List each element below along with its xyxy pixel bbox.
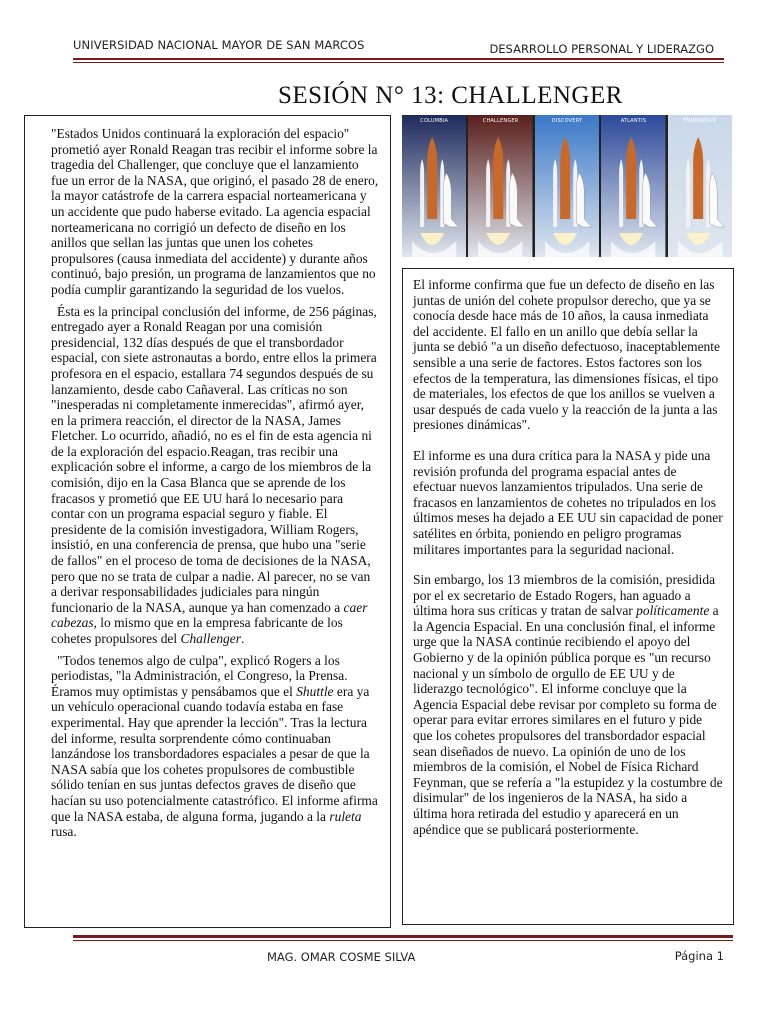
shuttle-panel-endeavour [668, 115, 732, 257]
left-paragraph-2 [51, 304, 379, 647]
shuttle-panel-challenger [468, 115, 532, 257]
right-paragraph-2: El informe es una dura crítica para la NASA y pide una revisión profunda del programa espacial antes de efectuar nuevos lanzamientos tripulados. Una serie de fracasos en lanzamientos de cohetes no tripulados en los últimos meses ha dejado a EE UU sin capacidad de poner satélites en órbita, poniendo en peligro programas militares importantes para la seguridad nacional. [413, 447, 723, 557]
shuttle-panel-columbia [402, 115, 466, 257]
left-paragraph-1: "Estados Unidos continuará la exploración del espacio" prometió ayer Ronald Reagan tras recibir el informe sobre la tragedia del Challenger, que concluye que el lanzamiento fue un error de la NASA, que originó, el pasado 28 de enero, la mayor catástrofe de la carrera espacial norteamericana y un accidente que pudo haberse evitado. La agencia espacial norteamericana no corrigió un defecto de diseño en los anillos que sellan las juntas que unen los cohetes propulsores (causa inmediata del accidente) y durante años continuó, bajo presión, un programa de lanzamientos que no podía cumplir garantizando la seguridad de los vuelos. [51, 126, 379, 297]
header-rule [73, 58, 724, 60]
shuttle-caption: ENDEAVOUR [683, 118, 717, 124]
shuttle-icon [535, 115, 599, 257]
left-p2-italic-2: Challenger [180, 631, 241, 646]
left-p3-italic-2: ruleta [329, 808, 362, 824]
shuttle-icon [402, 115, 466, 257]
page-title: SESIÓN N° 13: CHALLENGER [278, 82, 623, 109]
left-p2-italic-1: caer cabezas, [51, 599, 368, 631]
left-p3-text-b: era ya un vehículo operacional cuando todavía estaba en fase experimental. Hay que aprender la lección". Tras la lectura del informe, resulta sorprendente cómo continuaban lanzándose los transbordadores espaciales a pesar de que la NASA sabía que los cohetes propulsores de combustible sólido tenían en sus juntas defectos graves de diseño que hacían su uso potencialmente catastrófico. El informe afirma que la NASA estaba, de alguna forma, jugando a la [51, 683, 378, 824]
shuttle-caption: ATLANTIS [620, 118, 647, 124]
right-p3-italic: políticamente [636, 603, 710, 619]
right-text-box [402, 268, 734, 925]
shuttle-caption: CHALLENGER [482, 118, 519, 124]
shuttle-fleet-image [402, 115, 732, 257]
footer-rule-thin [73, 940, 733, 941]
shuttle-caption: COLUMBIA [420, 118, 449, 124]
header-left: UNIVERSIDAD NACIONAL MAYOR DE SAN MARCOS [73, 38, 365, 52]
footer-author: MAG. OMAR COSME SILVA [267, 950, 416, 964]
left-p2-text-c: . [240, 631, 245, 646]
shuttle-caption: DISCOVERY [551, 118, 583, 124]
left-p3-text-c: rusa. [51, 824, 77, 840]
shuttle-icon [601, 115, 665, 257]
shuttle-icon [668, 115, 732, 257]
right-paragraph-3 [413, 572, 723, 837]
right-paragraph-1: El informe confirma que fue un defecto de diseño en las juntas de unión del cohete propulsor derecho, que ya se conocía desde hace más de 10 años, la causa inmediata del accidente. El fallo en un anillo que debía sellar la junta se debió "a un diseño defectuoso, inaceptablemente sensible a una serie de factores. Estos factores son los efectos de la temperatura, las dimensiones físicas, el tipo de materiales, los efectos de que los anillos se vuelven a usar después de cada vuelo y la reacción de la junta a las presiones dinámicas". [413, 277, 720, 433]
right-p3-text-a: Sin embargo, los 13 miembros de la comisión, presidida por el ex secretario de Estado Rogers, han aguado a última hora sus críticas y tratan de salvar [413, 572, 716, 619]
footer-page-number: Página 1 [674, 949, 724, 963]
left-p2-text-b: lo mismo que en la empresa fabricante de los cohetes propulsores del [51, 615, 343, 646]
header-rule-thin [73, 62, 724, 63]
left-paragraph-3 [51, 653, 379, 840]
right-p3-text-b: a la Agencia Espacial. En una conclusión final, el informe urge que la NASA continúe recibiendo el apoyo del Gobierno y de la opinión pública porque es "un recurso nacional y un símbolo de orgullo de EE UU y de liderazgo tecnológico". El informe concluye que la Agencia Espacial debe revisar por completo su forma de operar para evitar errores similares en el futuro y pide que los cohetes propulsores del transbordador espacial sean diseñados de nuevo. La opinión de uno de los miembros de la comisión, el Nobel de Física Richard Feynman, que se refería a "la estupidez y la costumbre de disimular" de los ingenieros de la NASA, ha sido a última hora retirada del estudio y aparecerá en un apéndice que se publicará posteriormente. [413, 603, 723, 837]
header-right: DESARROLLO PERSONAL Y LIDERAZGO [489, 42, 714, 56]
left-text-box [24, 115, 391, 928]
footer-rule [73, 935, 733, 938]
left-p2-text-a: Ésta es la principal conclusión del informe, de 256 páginas, entregado ayer a Ronald Reagan por una comisión presidencial, 132 días después de que el transbordador espacial, con siete astronautas a bordo, entre ellos la primera profesora en el espacio, estallara 74 segundos después de su lanzamiento, desde cabo Cañaveral. Las críticas no son "inesperadas ni completamente inmerecidas", afirmó ayer, en la primera reacción, el director de la NASA, James Fletcher. Lo ocurrido, añadió, no es el fin de esta agencia ni de la exploración del espacio.Reagan, tras recibir una explicación sobre el informe, a cargo de los miembros de la comisión, dijo en la Casa Blanca que se aprende de los fracasos y prometió que EE UU hará lo necesario para contar con un programa espacial seguro y fiable. El presidente de la comisión investigadora, William Rogers, insistió, en una conferencia de prensa, que hubo una "serie de fallos" en el proceso de toma de decisiones de la NASA, pero que no se trata de culpar a nadie. Al parecer, no se van a derivar responsabilidades judiciales para ningún funcionario de la NASA, aunque ya han comenzado a [51, 303, 377, 615]
shuttle-icon [468, 115, 532, 257]
shuttle-panel-atlantis [601, 115, 665, 257]
shuttle-panel-discovery [535, 115, 599, 257]
left-p3-italic-1: Shuttle [296, 683, 334, 699]
left-p3-text-a: "Todos tenemos algo de culpa", explicó Rogers a los periodistas, "la Administración, el Congreso, la Prensa. Éramos muy optimistas y pensábamos que el [51, 652, 348, 699]
